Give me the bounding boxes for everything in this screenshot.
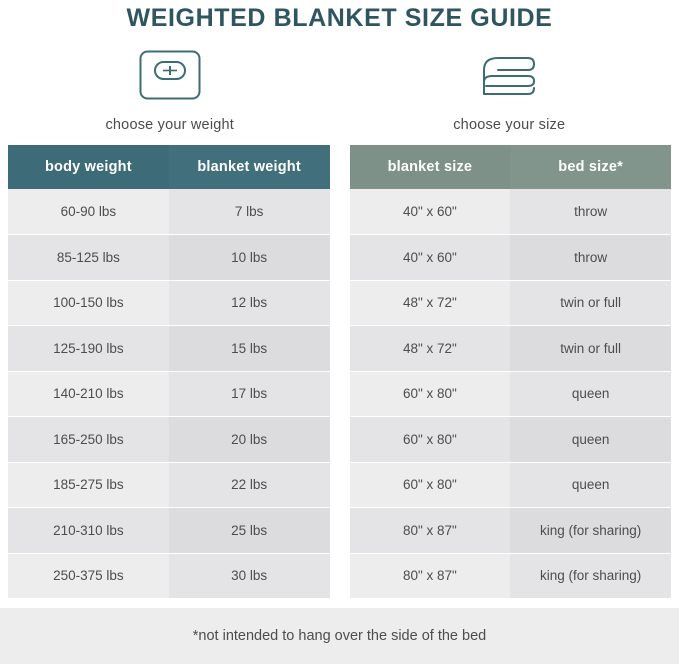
body-weight-cell: 165-250 lbs <box>8 417 169 463</box>
table-row <box>350 189 672 235</box>
tables-row <box>0 145 679 599</box>
bed-size-cell: throw <box>510 189 671 235</box>
body-weight-cell: 250-375 lbs <box>8 553 169 599</box>
weight-table-header-row <box>8 145 330 189</box>
weight-icon-cell <box>0 47 340 133</box>
table-row <box>350 508 672 554</box>
blanket-size-cell: 60" x 80" <box>350 371 511 417</box>
table-row <box>350 371 672 417</box>
bed-size-cell: king (for sharing) <box>510 508 671 554</box>
bed-size-cell: throw <box>510 235 671 281</box>
folded-blanket-icon <box>478 47 540 103</box>
body-weight-cell: 85-125 lbs <box>8 235 169 281</box>
table-row <box>350 326 672 372</box>
weight-icon-caption: choose your weight <box>105 117 235 133</box>
bed-size-cell: twin or full <box>510 326 671 372</box>
table-row <box>8 189 330 235</box>
table-row <box>8 326 330 372</box>
scale-icon <box>139 47 201 103</box>
body-weight-cell: 140-210 lbs <box>8 371 169 417</box>
bed-size-cell: queen <box>510 417 671 463</box>
blanket-size-cell: 48" x 72" <box>350 326 511 372</box>
footnote: *not intended to hang over the side of the bed <box>0 608 679 664</box>
blanket-weight-cell: 22 lbs <box>169 462 330 508</box>
table-row <box>8 553 330 599</box>
blanket-weight-cell: 25 lbs <box>169 508 330 554</box>
bed-size-cell: queen <box>510 371 671 417</box>
blanket-weight-cell: 7 lbs <box>169 189 330 235</box>
page-title: WEIGHTED BLANKET SIZE GUIDE <box>126 4 553 32</box>
weight-table <box>8 145 330 599</box>
blanket-weight-cell: 15 lbs <box>169 326 330 372</box>
table-row <box>350 280 672 326</box>
blanket-weight-cell: 17 lbs <box>169 371 330 417</box>
table-row <box>350 235 672 281</box>
body-weight-cell: 125-190 lbs <box>8 326 169 372</box>
body-weight-cell: 100-150 lbs <box>8 280 169 326</box>
bed-size-cell: king (for sharing) <box>510 553 671 599</box>
blanket-size-cell: 80" x 87" <box>350 508 511 554</box>
blanket-weight-cell: 12 lbs <box>169 280 330 326</box>
table-row <box>8 417 330 463</box>
blanket-size-cell: 48" x 72" <box>350 280 511 326</box>
blanket-size-cell: 40" x 60" <box>350 189 511 235</box>
header-body-weight: body weight <box>8 145 169 189</box>
body-weight-cell: 60-90 lbs <box>8 189 169 235</box>
blanket-size-cell: 80" x 87" <box>350 553 511 599</box>
blanket-size-cell: 60" x 80" <box>350 462 511 508</box>
blanket-weight-cell: 20 lbs <box>169 417 330 463</box>
table-row <box>350 462 672 508</box>
bed-size-cell: twin or full <box>510 280 671 326</box>
header-blanket-size: blanket size <box>350 145 511 189</box>
blanket-weight-cell: 10 lbs <box>169 235 330 281</box>
table-row <box>8 235 330 281</box>
body-weight-cell: 210-310 lbs <box>8 508 169 554</box>
size-table <box>350 145 672 599</box>
blanket-size-cell: 40" x 60" <box>350 235 511 281</box>
body-weight-cell: 185-275 lbs <box>8 462 169 508</box>
table-row <box>8 371 330 417</box>
header-bed-size: bed size* <box>510 145 671 189</box>
bed-size-cell: queen <box>510 462 671 508</box>
size-icon-caption: choose your size <box>453 117 566 133</box>
icon-row <box>0 47 679 133</box>
table-row <box>350 417 672 463</box>
table-row <box>8 508 330 554</box>
size-table-header-row <box>350 145 672 189</box>
table-row <box>8 462 330 508</box>
blanket-weight-cell: 30 lbs <box>169 553 330 599</box>
size-icon-cell <box>340 47 679 133</box>
blanket-size-cell: 60" x 80" <box>350 417 511 463</box>
table-row <box>8 280 330 326</box>
table-row <box>350 553 672 599</box>
header-blanket-weight: blanket weight <box>169 145 330 189</box>
